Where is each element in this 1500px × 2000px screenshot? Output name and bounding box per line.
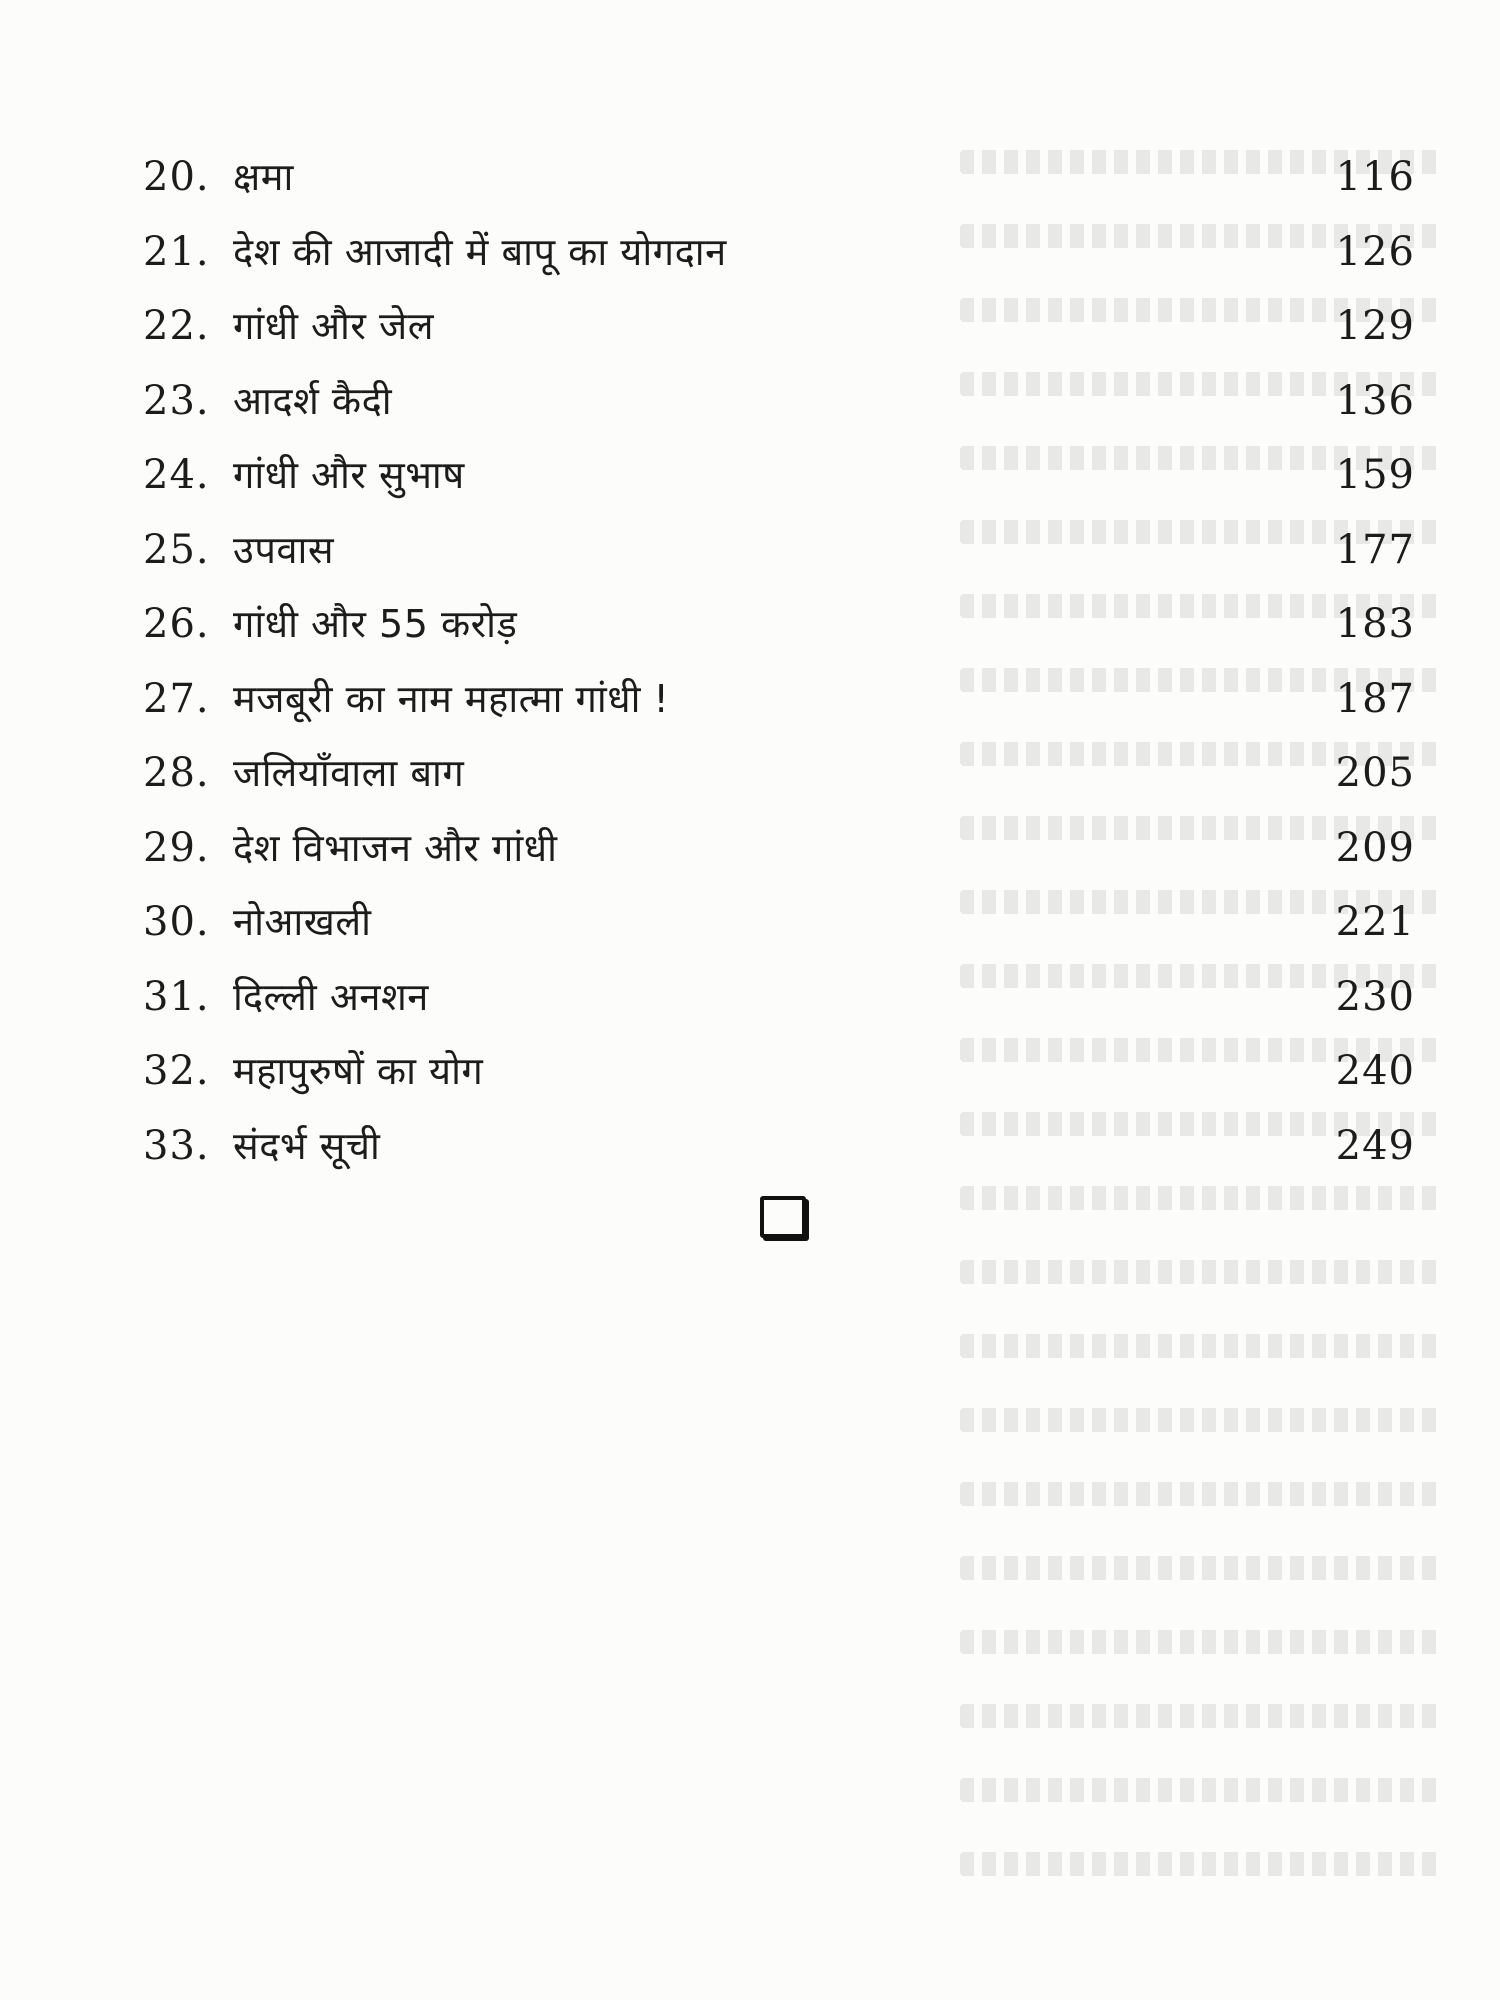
toc-entry-title: आदर्श कैदी — [233, 378, 393, 423]
toc-entry-title: दिल्ली अनशन — [233, 974, 429, 1019]
square-end-mark-icon — [760, 1196, 806, 1238]
toc-entry-number: 24. — [143, 452, 210, 498]
toc-entry-page: 129 — [1335, 303, 1415, 349]
toc-entry-title: गांधी और 55 करोड़ — [233, 602, 518, 646]
toc-entry — [143, 811, 1415, 886]
toc-entry-page: 126 — [1335, 228, 1415, 275]
table-of-contents — [143, 140, 1415, 1183]
toc-entry — [143, 885, 1415, 960]
toc-entry-page: 177 — [1335, 526, 1415, 573]
toc-entry-title: उपवास — [233, 527, 335, 572]
toc-entry-title: जलियाँवाला बाग — [233, 751, 465, 795]
toc-entry — [143, 736, 1415, 811]
toc-entry-page: 240 — [1335, 1048, 1415, 1094]
toc-entry-number: 23. — [143, 377, 210, 424]
toc-entry-number: 31. — [143, 973, 210, 1020]
toc-entry — [143, 960, 1415, 1035]
toc-entry — [143, 587, 1415, 662]
toc-entry — [143, 289, 1415, 364]
toc-entry-number: 33. — [143, 1122, 210, 1169]
toc-entry-page: 159 — [1335, 452, 1415, 498]
toc-entry-number: 30. — [143, 899, 210, 945]
toc-entry-number: 21. — [143, 228, 210, 275]
toc-entry-number: 32. — [143, 1048, 210, 1094]
toc-entry-title: देश विभाजन और गांधी — [233, 825, 558, 870]
toc-entry-number: 25. — [143, 526, 210, 573]
toc-entry-title: क्षमा — [233, 155, 294, 199]
toc-entry-title: गांधी और सुभाष — [233, 453, 465, 497]
toc-entry — [143, 1109, 1415, 1184]
toc-entry-page: 183 — [1335, 601, 1415, 647]
toc-entry-number: 28. — [143, 750, 210, 796]
toc-entry — [143, 1034, 1415, 1109]
toc-entry — [143, 662, 1415, 737]
toc-entry — [143, 215, 1415, 290]
toc-entry-number: 26. — [143, 601, 210, 647]
toc-entry-page: 249 — [1335, 1122, 1415, 1169]
toc-entry — [143, 513, 1415, 588]
toc-entry-page: 187 — [1335, 675, 1415, 722]
toc-entry-page: 116 — [1335, 154, 1415, 200]
toc-entry-title: देश की आजादी में बापू का योगदान — [233, 229, 727, 274]
toc-entry — [143, 364, 1415, 439]
toc-entry-page: 136 — [1335, 377, 1415, 424]
toc-entry-page: 230 — [1335, 973, 1415, 1020]
toc-entry-title: नोआखली — [233, 900, 372, 944]
toc-entry — [143, 140, 1415, 215]
toc-entry-page: 221 — [1335, 899, 1415, 945]
toc-entry-page: 209 — [1335, 824, 1415, 871]
toc-entry-number: 20. — [143, 154, 210, 200]
toc-entry-page: 205 — [1335, 750, 1415, 796]
toc-entry-title: गांधी और जेल — [233, 304, 434, 348]
toc-entry-number: 22. — [143, 303, 210, 349]
toc-entry-title: संदर्भ सूची — [233, 1123, 381, 1168]
toc-entry-number: 29. — [143, 824, 210, 871]
toc-entry-title: महापुरुषों का योग — [233, 1049, 484, 1093]
toc-entry-number: 27. — [143, 675, 210, 722]
toc-entry-title: मजबूरी का नाम महात्मा गांधी ! — [233, 676, 670, 721]
toc-entry — [143, 438, 1415, 513]
